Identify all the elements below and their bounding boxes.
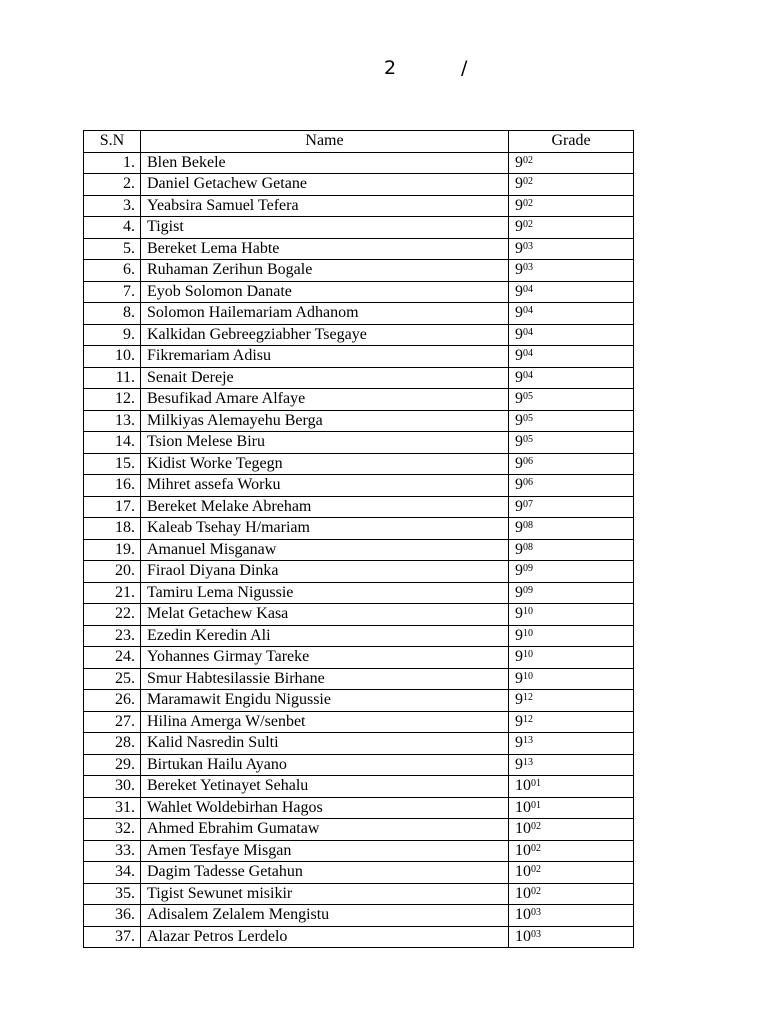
table-row bbox=[84, 389, 634, 411]
grade-level: 9 bbox=[515, 411, 523, 429]
grade-level: 9 bbox=[515, 304, 523, 322]
grade-cell bbox=[509, 518, 634, 540]
table-row bbox=[84, 367, 634, 389]
grade-level: 9 bbox=[515, 648, 523, 666]
grade-cell bbox=[509, 582, 634, 604]
student-name-cell: Yohannes Girmay Tareke bbox=[141, 647, 509, 669]
section-number: 05 bbox=[523, 412, 533, 424]
student-name-cell: Firaol Diyana Dinka bbox=[141, 561, 509, 583]
serial-number-cell: 12. bbox=[84, 389, 141, 411]
serial-number-cell: 27. bbox=[84, 711, 141, 733]
grade-cell bbox=[509, 195, 634, 217]
student-name-cell: Blen Bekele bbox=[141, 152, 509, 174]
student-name-cell: Eyob Solomon Danate bbox=[141, 281, 509, 303]
grade-cell bbox=[509, 410, 634, 432]
serial-number-cell: 35. bbox=[84, 883, 141, 905]
student-name-cell: Kalkidan Gebreegziabher Tsegaye bbox=[141, 324, 509, 346]
grade-cell bbox=[509, 389, 634, 411]
student-name-cell: Alazar Petros Lerdelo bbox=[141, 926, 509, 948]
grade-cell bbox=[509, 281, 634, 303]
table-row bbox=[84, 453, 634, 475]
student-name-cell: Tsion Melese Biru bbox=[141, 432, 509, 454]
table-row bbox=[84, 324, 634, 346]
table-row bbox=[84, 926, 634, 948]
serial-number-cell: 19. bbox=[84, 539, 141, 561]
column-header-grade: Grade bbox=[509, 131, 634, 153]
serial-number-cell: 3. bbox=[84, 195, 141, 217]
table-row bbox=[84, 195, 634, 217]
student-name-cell: Wahlet Woldebirhan Hagos bbox=[141, 797, 509, 819]
table-row bbox=[84, 862, 634, 884]
table-row bbox=[84, 819, 634, 841]
student-name-cell: Bereket Melake Abreham bbox=[141, 496, 509, 518]
section-number: 02 bbox=[531, 864, 541, 876]
grade-level: 10 bbox=[515, 841, 531, 859]
table-row bbox=[84, 238, 634, 260]
table-row bbox=[84, 883, 634, 905]
grade-cell bbox=[509, 905, 634, 927]
table-row bbox=[84, 303, 634, 325]
grade-level: 9 bbox=[515, 218, 523, 236]
serial-number-cell: 1. bbox=[84, 152, 141, 174]
grade-level: 9 bbox=[515, 712, 523, 730]
student-name-cell: Amanuel Misganaw bbox=[141, 539, 509, 561]
serial-number-cell: 14. bbox=[84, 432, 141, 454]
section-number: 03 bbox=[531, 928, 541, 940]
section-number: 09 bbox=[523, 584, 533, 596]
student-name-cell: Besufikad Amare Alfaye bbox=[141, 389, 509, 411]
grade-level: 10 bbox=[515, 798, 531, 816]
table-row bbox=[84, 711, 634, 733]
table-row bbox=[84, 625, 634, 647]
table-row bbox=[84, 754, 634, 776]
grade-cell bbox=[509, 174, 634, 196]
table-row bbox=[84, 174, 634, 196]
grade-cell bbox=[509, 561, 634, 583]
section-number: 08 bbox=[523, 520, 533, 532]
grade-cell bbox=[509, 926, 634, 948]
serial-number-cell: 10. bbox=[84, 346, 141, 368]
student-name-cell: Hilina Amerga W/senbet bbox=[141, 711, 509, 733]
grade-cell bbox=[509, 260, 634, 282]
grade-cell bbox=[509, 432, 634, 454]
student-name-cell: Amen Tesfaye Misgan bbox=[141, 840, 509, 862]
section-number: 10 bbox=[523, 606, 533, 618]
serial-number-cell: 37. bbox=[84, 926, 141, 948]
table-row bbox=[84, 733, 634, 755]
serial-number-cell: 6. bbox=[84, 260, 141, 282]
student-name-cell: Smur Habtesilassie Birhane bbox=[141, 668, 509, 690]
grade-level: 9 bbox=[515, 368, 523, 386]
grade-level: 9 bbox=[515, 282, 523, 300]
section-number: 02 bbox=[531, 842, 541, 854]
section-number: 05 bbox=[523, 391, 533, 403]
table-row bbox=[84, 776, 634, 798]
page-number: 2 bbox=[384, 57, 397, 79]
grade-cell bbox=[509, 539, 634, 561]
section-number: 12 bbox=[523, 692, 533, 704]
student-name-cell: Mihret assefa Worku bbox=[141, 475, 509, 497]
section-number: 13 bbox=[523, 756, 533, 768]
serial-number-cell: 34. bbox=[84, 862, 141, 884]
table-header-row bbox=[84, 131, 634, 153]
student-name-cell: Kaleab Tsehay H/mariam bbox=[141, 518, 509, 540]
serial-number-cell: 15. bbox=[84, 453, 141, 475]
section-number: 02 bbox=[523, 176, 533, 188]
grade-level: 10 bbox=[515, 777, 531, 795]
grade-level: 9 bbox=[515, 347, 523, 365]
grade-level: 9 bbox=[515, 540, 523, 558]
table-row bbox=[84, 797, 634, 819]
student-name-cell: Kalid Nasredin Sulti bbox=[141, 733, 509, 755]
serial-number-cell: 23. bbox=[84, 625, 141, 647]
section-number: 10 bbox=[523, 627, 533, 639]
serial-number-cell: 8. bbox=[84, 303, 141, 325]
column-header-sn: S.N bbox=[84, 131, 141, 153]
grade-cell bbox=[509, 604, 634, 626]
grade-cell bbox=[509, 776, 634, 798]
table-row bbox=[84, 518, 634, 540]
grade-level: 10 bbox=[515, 906, 531, 924]
grade-level: 10 bbox=[515, 863, 531, 881]
table-row bbox=[84, 410, 634, 432]
serial-number-cell: 4. bbox=[84, 217, 141, 239]
grade-cell bbox=[509, 303, 634, 325]
grade-level: 9 bbox=[515, 519, 523, 537]
section-number: 04 bbox=[523, 283, 533, 295]
page-header bbox=[0, 57, 768, 83]
student-name-cell: Tamiru Lema Nigussie bbox=[141, 582, 509, 604]
student-name-cell: Tigist bbox=[141, 217, 509, 239]
section-number: 06 bbox=[523, 455, 533, 467]
serial-number-cell: 26. bbox=[84, 690, 141, 712]
section-number: 02 bbox=[523, 154, 533, 166]
serial-number-cell: 17. bbox=[84, 496, 141, 518]
student-name-cell: Yeabsira Samuel Tefera bbox=[141, 195, 509, 217]
section-number: 04 bbox=[523, 326, 533, 338]
student-name-cell: Milkiyas Alemayehu Berga bbox=[141, 410, 509, 432]
grade-cell bbox=[509, 625, 634, 647]
grade-cell bbox=[509, 238, 634, 260]
serial-number-cell: 21. bbox=[84, 582, 141, 604]
grade-level: 9 bbox=[515, 691, 523, 709]
grade-cell bbox=[509, 754, 634, 776]
grade-level: 9 bbox=[515, 261, 523, 279]
table-row bbox=[84, 690, 634, 712]
grade-cell bbox=[509, 733, 634, 755]
serial-number-cell: 29. bbox=[84, 754, 141, 776]
section-number: 03 bbox=[523, 262, 533, 274]
table-row bbox=[84, 217, 634, 239]
grade-level: 9 bbox=[515, 239, 523, 257]
student-name-cell: Ezedin Keredin Ali bbox=[141, 625, 509, 647]
section-number: 04 bbox=[523, 305, 533, 317]
section-number: 09 bbox=[523, 563, 533, 575]
table-body bbox=[84, 152, 634, 948]
grade-level: 9 bbox=[515, 454, 523, 472]
grade-cell bbox=[509, 324, 634, 346]
grade-level: 9 bbox=[515, 325, 523, 343]
serial-number-cell: 30. bbox=[84, 776, 141, 798]
student-name-cell: Solomon Hailemariam Adhanom bbox=[141, 303, 509, 325]
table-row bbox=[84, 281, 634, 303]
grade-level: 10 bbox=[515, 820, 531, 838]
grade-level: 9 bbox=[515, 390, 523, 408]
serial-number-cell: 31. bbox=[84, 797, 141, 819]
section-number: 04 bbox=[523, 369, 533, 381]
grade-level: 9 bbox=[515, 497, 523, 515]
grade-level: 9 bbox=[515, 669, 523, 687]
section-number: 02 bbox=[531, 821, 541, 833]
student-name-cell: Ahmed Ebrahim Gumataw bbox=[141, 819, 509, 841]
section-number: 13 bbox=[523, 735, 533, 747]
student-name-cell: Melat Getachew Kasa bbox=[141, 604, 509, 626]
table-row bbox=[84, 604, 634, 626]
student-name-cell: Bereket Yetinayet Sehalu bbox=[141, 776, 509, 798]
table-row bbox=[84, 905, 634, 927]
grade-level: 9 bbox=[515, 626, 523, 644]
serial-number-cell: 9. bbox=[84, 324, 141, 346]
section-number: 02 bbox=[531, 885, 541, 897]
grade-cell bbox=[509, 475, 634, 497]
serial-number-cell: 36. bbox=[84, 905, 141, 927]
grade-level: 9 bbox=[515, 605, 523, 623]
section-number: 03 bbox=[531, 907, 541, 919]
grade-level: 9 bbox=[515, 153, 523, 171]
grade-level: 9 bbox=[515, 583, 523, 601]
table-row bbox=[84, 496, 634, 518]
grade-level: 9 bbox=[515, 562, 523, 580]
section-number: 01 bbox=[531, 778, 541, 790]
grade-cell bbox=[509, 217, 634, 239]
student-name-cell: Tigist Sewunet misikir bbox=[141, 883, 509, 905]
student-name-cell: Daniel Getachew Getane bbox=[141, 174, 509, 196]
table-row bbox=[84, 260, 634, 282]
grade-cell bbox=[509, 883, 634, 905]
student-name-cell: Dagim Tadesse Getahun bbox=[141, 862, 509, 884]
serial-number-cell: 5. bbox=[84, 238, 141, 260]
section-number: 10 bbox=[523, 670, 533, 682]
student-name-cell: Fikremariam Adisu bbox=[141, 346, 509, 368]
table-row bbox=[84, 840, 634, 862]
serial-number-cell: 16. bbox=[84, 475, 141, 497]
grade-cell bbox=[509, 453, 634, 475]
grade-level: 9 bbox=[515, 433, 523, 451]
table-row bbox=[84, 582, 634, 604]
grade-cell bbox=[509, 819, 634, 841]
serial-number-cell: 11. bbox=[84, 367, 141, 389]
section-number: 05 bbox=[523, 434, 533, 446]
table-row bbox=[84, 475, 634, 497]
student-roster-table bbox=[83, 130, 634, 948]
section-number: 02 bbox=[523, 219, 533, 231]
serial-number-cell: 28. bbox=[84, 733, 141, 755]
serial-number-cell: 22. bbox=[84, 604, 141, 626]
grade-cell bbox=[509, 367, 634, 389]
grade-cell bbox=[509, 346, 634, 368]
grade-cell bbox=[509, 690, 634, 712]
student-name-cell: Adisalem Zelalem Mengistu bbox=[141, 905, 509, 927]
serial-number-cell: 7. bbox=[84, 281, 141, 303]
serial-number-cell: 24. bbox=[84, 647, 141, 669]
table-row bbox=[84, 152, 634, 174]
grade-level: 9 bbox=[515, 175, 523, 193]
grade-cell bbox=[509, 840, 634, 862]
serial-number-cell: 18. bbox=[84, 518, 141, 540]
section-number: 04 bbox=[523, 348, 533, 360]
page-separator: / bbox=[461, 57, 468, 79]
column-header-name: Name bbox=[141, 131, 509, 153]
grade-level: 9 bbox=[515, 734, 523, 752]
serial-number-cell: 2. bbox=[84, 174, 141, 196]
serial-number-cell: 33. bbox=[84, 840, 141, 862]
table-row bbox=[84, 561, 634, 583]
section-number: 01 bbox=[531, 799, 541, 811]
grade-level: 9 bbox=[515, 755, 523, 773]
grade-cell bbox=[509, 711, 634, 733]
serial-number-cell: 13. bbox=[84, 410, 141, 432]
table-row bbox=[84, 668, 634, 690]
grade-cell bbox=[509, 647, 634, 669]
student-name-cell: Maramawit Engidu Nigussie bbox=[141, 690, 509, 712]
student-name-cell: Birtukan Hailu Ayano bbox=[141, 754, 509, 776]
grade-cell bbox=[509, 496, 634, 518]
section-number: 02 bbox=[523, 197, 533, 209]
serial-number-cell: 25. bbox=[84, 668, 141, 690]
student-name-cell: Bereket Lema Habte bbox=[141, 238, 509, 260]
table-row bbox=[84, 539, 634, 561]
section-number: 12 bbox=[523, 713, 533, 725]
student-name-cell: Senait Dereje bbox=[141, 367, 509, 389]
section-number: 06 bbox=[523, 477, 533, 489]
section-number: 10 bbox=[523, 649, 533, 661]
grade-level: 9 bbox=[515, 196, 523, 214]
grade-level: 10 bbox=[515, 927, 531, 945]
section-number: 08 bbox=[523, 541, 533, 553]
student-name-cell: Kidist Worke Tegegn bbox=[141, 453, 509, 475]
student-name-cell: Ruhaman Zerihun Bogale bbox=[141, 260, 509, 282]
grade-cell bbox=[509, 862, 634, 884]
grade-cell bbox=[509, 668, 634, 690]
table-row bbox=[84, 647, 634, 669]
section-number: 07 bbox=[523, 498, 533, 510]
grade-level: 9 bbox=[515, 476, 523, 494]
table-row bbox=[84, 432, 634, 454]
serial-number-cell: 20. bbox=[84, 561, 141, 583]
table-row bbox=[84, 346, 634, 368]
serial-number-cell: 32. bbox=[84, 819, 141, 841]
grade-level: 10 bbox=[515, 884, 531, 902]
grade-cell bbox=[509, 152, 634, 174]
grade-cell bbox=[509, 797, 634, 819]
section-number: 03 bbox=[523, 240, 533, 252]
